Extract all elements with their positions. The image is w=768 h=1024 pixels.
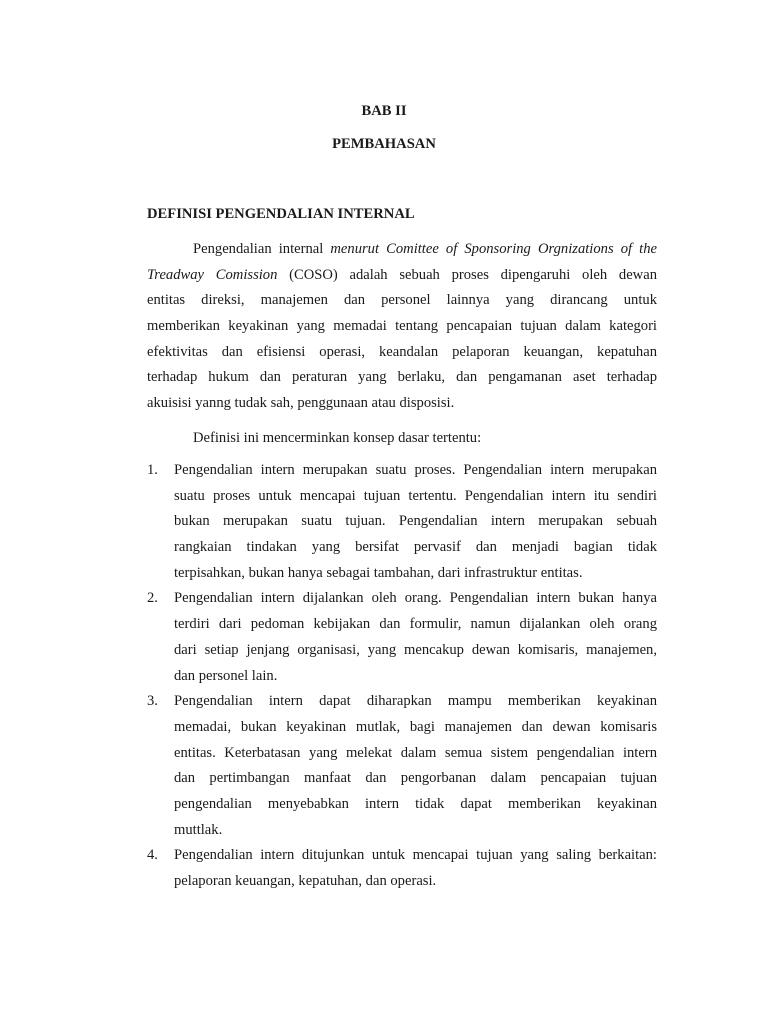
text-line bbox=[147, 288, 657, 314]
list-number: 3. bbox=[147, 693, 158, 710]
text-line: Pengendalian intern dapat diharapkan mampu memberikan keyakinan bbox=[174, 693, 657, 710]
text-line: memadai, bukan keyakinan mutlak, bagi manajemen dan dewan komisaris bbox=[174, 718, 657, 735]
paragraph-coso-definition bbox=[147, 237, 657, 417]
text-line bbox=[147, 365, 657, 391]
chapter-title: PEMBAHASAN bbox=[332, 136, 436, 152]
text-line: muttlak. bbox=[174, 821, 223, 838]
text-line: terpisahkan, bukan hanya sebagai tambahan, dari infrastruktur entitas. bbox=[174, 564, 583, 581]
text-line: pengendalian menyebabkan intern tidak dapat memberikan keyakinan bbox=[174, 795, 657, 812]
text-line: dan pertimbangan manfaat dan pengorbanan dalam pencapaian tujuan bbox=[174, 770, 657, 787]
text-line: entitas. Keterbatasan yang melekat dalam semua sistem pengendalian intern bbox=[174, 744, 657, 761]
text-line: Pengendalian intern ditujunkan untuk mencapai tujuan yang saling berkaitan: bbox=[174, 847, 657, 864]
paragraph-concepts-intro bbox=[147, 426, 657, 452]
text-segment: Pengendalian internal bbox=[193, 241, 331, 257]
text-line: dari setiap jenjang organisasi, yang mencakup dewan komisaris, manajemen, bbox=[174, 641, 657, 658]
text-line: Pengendalian intern merupakan suatu proses. Pengendalian intern merupakan bbox=[174, 462, 657, 478]
text-line bbox=[147, 391, 657, 417]
text-segment: entitas direksi, manajemen dan personel lainnya yang dirancang untuk bbox=[147, 292, 657, 309]
list-number: 4. bbox=[147, 847, 158, 864]
text-line bbox=[147, 340, 657, 366]
section-heading: DEFINISI PENGENDALIAN INTERNAL bbox=[147, 206, 415, 222]
text-line bbox=[147, 237, 657, 263]
list-number: 1. bbox=[147, 462, 158, 478]
text-line: dan personel lain. bbox=[174, 667, 278, 684]
concept-list bbox=[147, 458, 657, 895]
text-line: suatu proses untuk mencapai tujuan tertentu. Pengendalian intern itu sendiri bbox=[174, 487, 657, 504]
list-item bbox=[147, 586, 657, 689]
list-item bbox=[147, 843, 657, 894]
text-segment: efektivitas dan efisiensi operasi, keandalan pelaporan keuangan, kepatuhan bbox=[147, 343, 657, 360]
text-line bbox=[147, 426, 657, 452]
chapter-number: BAB II bbox=[361, 103, 407, 119]
text-line: Pengendalian intern dijalankan oleh orang. Pengendalian intern bukan hanya bbox=[174, 590, 657, 607]
text-line bbox=[147, 263, 657, 289]
text-line: pelaporan keuangan, kepatuhan, dan operasi. bbox=[174, 873, 437, 889]
list-number: 2. bbox=[147, 590, 158, 607]
text-segment: Definisi ini mencerminkan konsep dasar tertentu: bbox=[193, 430, 482, 446]
text-segment: memberikan keyakinan yang memadai tentang pencapaian tujuan dalam kategori bbox=[147, 318, 657, 335]
text-segment: akuisisi yanng tudak sah, penggunaan atau disposisi. bbox=[147, 395, 455, 412]
text-segment: (COSO) adalah sebuah proses dipengaruhi oleh dewan bbox=[277, 266, 657, 283]
list-item bbox=[147, 689, 657, 843]
text-line: rangkaian tindakan yang bersifat pervasif dan menjadi bagian tidak bbox=[174, 539, 657, 556]
list-item bbox=[147, 458, 657, 586]
text-line: terdiri dari pedoman kebijakan dan formulir, namun dijalankan oleh orang bbox=[174, 616, 657, 633]
text-line bbox=[147, 314, 657, 340]
italic-text: menurut Comittee of Sponsoring Orgnizations of the bbox=[330, 241, 657, 257]
italic-text: Treadway Comission bbox=[147, 266, 278, 283]
text-segment: terhadap hukum dan peraturan yang berlaku, dan pengamanan aset terhadap bbox=[147, 369, 657, 386]
text-line: bukan merupakan suatu tujuan. Pengendalian intern merupakan sebuah bbox=[174, 513, 657, 530]
